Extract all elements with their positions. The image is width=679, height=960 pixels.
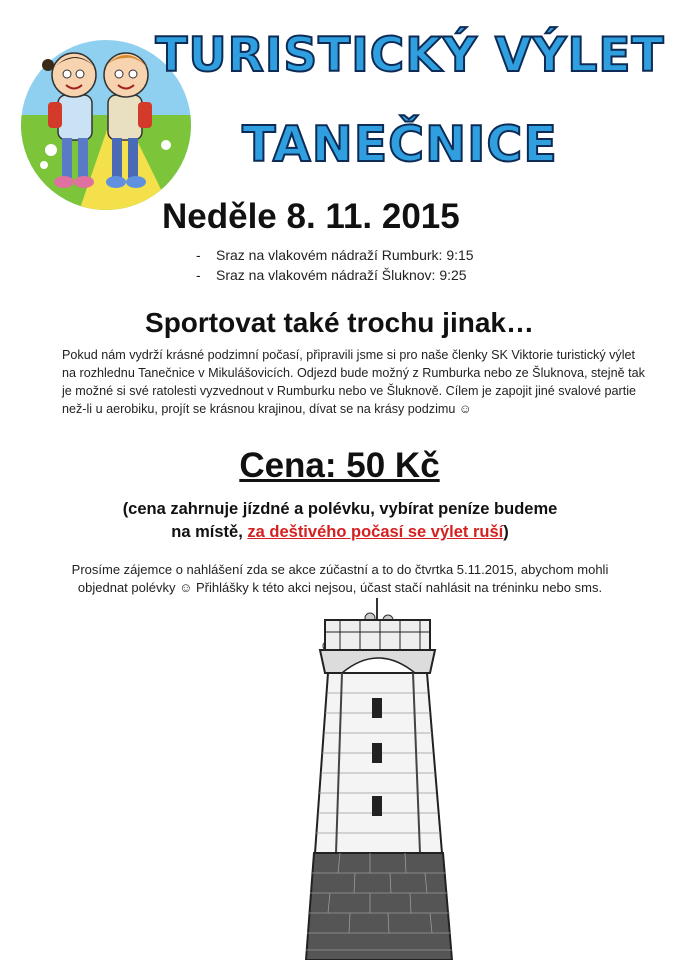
price-note-line2: na místě, [171,523,248,541]
title-line-1: TURISTICKÝ VÝLET [155,28,665,83]
event-date: Neděle 8. 11. 2015 [162,197,460,236]
section-heading: Sportovat také trochu jinak… [145,307,534,338]
notice-line2: objednat polévky ☺ Přihlášky k této akci nejsou, účast stačí nahlásit na tréninku nebo sms. [77,580,603,595]
meeting-point-rumburk [196,247,474,263]
meeting-point-sluknov [196,267,467,283]
registration-notice [40,561,640,597]
meeting-point-text: Sraz na vlakovém nádraží Šluknov: 9:25 [216,267,467,283]
rain-warning: za deštivého počasí se výlet ruší [247,523,504,541]
list-dash: - [196,247,201,263]
title-line-2: TANEČNICE [242,116,558,173]
price-note [60,498,620,544]
lookout-tower-illustration-icon [270,598,500,960]
list-dash: - [196,267,201,283]
price-note-end: ) [503,523,509,541]
notice-line1: Prosíme zájemce o nahlášení zda se akce zúčastní a to do čtvrtka 5.11.2015, abychom mohli [71,562,609,577]
meeting-point-text: Sraz na vlakovém nádraží Rumburk: 9:15 [216,247,474,263]
intro-paragraph: Pokud nám vydrží krásné podzimní počasí, připravili jsme si pro naše členky SK Viktorie turistický výlet na rozhlednu Tanečnice v Mikulášovicích. Odjezd bude možný z Rumburka nebo ze Šluknova, stejně tak je možné si své ratolesti vyzvednout v Rumburku nebo ve Šluknově. Cílem je zapojit jiné svalové partie než-li u aerobiku, projít se krásnou krajinou, dívat se na krásy podzimu ☺ [62,348,645,416]
price-label: Cena: 50 Kč [239,446,440,485]
price-note-line1: (cena zahrnuje jízdné a polévku, vybírat peníze budeme [122,500,558,518]
